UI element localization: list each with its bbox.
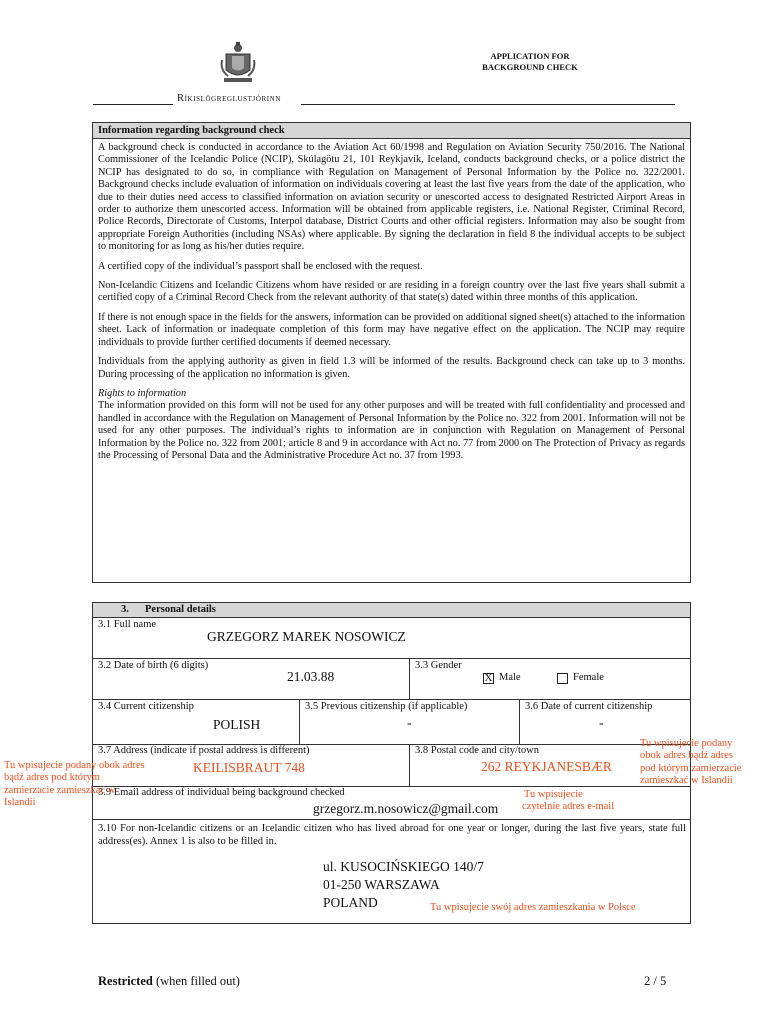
row-divider — [93, 658, 690, 659]
postal-label: 3.8 Postal code and city/town — [415, 745, 539, 756]
dob-label: 3.2 Date of birth (6 digits) — [98, 660, 209, 671]
footer-restricted — [98, 974, 240, 989]
annotation-line: Islandii — [4, 796, 36, 808]
annotation-line: obok adres bądź adres — [640, 750, 734, 762]
agency-name: Ríkislögreglustjórinn — [177, 93, 281, 104]
annotation-line: bądź adres pod którym — [4, 772, 100, 784]
section-title: Personal details — [145, 604, 216, 615]
full-name-label: 3.1 Full name — [98, 619, 157, 630]
police-crest-icon — [218, 40, 258, 84]
abroad-address-line1[interactable]: ul. KUSOCIŃSKIEGO 140/7 — [323, 859, 484, 874]
abroad-address-line3[interactable]: POLAND — [323, 895, 378, 910]
postal-field[interactable]: 262 REYKJANESBÆR — [481, 759, 612, 774]
col-divider — [299, 699, 300, 744]
prev-citizenship-field[interactable]: - — [407, 715, 412, 730]
annotation-line: zamieszkać w Islandii — [640, 774, 733, 786]
info-section — [92, 122, 691, 583]
info-heading: Information regarding background check — [93, 123, 690, 139]
form-title-line2: BACKGROUND CHECK — [482, 62, 578, 72]
gender-female-checkbox[interactable] — [557, 673, 568, 684]
gender-male-checkbox[interactable]: X — [484, 672, 493, 684]
info-paragraph: A certified copy of the individual’s passport shall be enclosed with the request. — [98, 260, 423, 272]
section-number: 3. — [121, 604, 129, 615]
annotation-line: zamierzacie zamieszkać w — [4, 784, 116, 796]
info-paragraph: Individuals from the applying authority as given in field 1.3 will be informed of the results. Background check can take up to 3 months. During processing of the application no information is given. — [98, 356, 685, 380]
citizenship-field[interactable]: POLISH — [213, 717, 261, 732]
date-citizenship-field[interactable]: - — [599, 715, 604, 730]
address-field[interactable]: KEILISBRAUT 748 — [193, 760, 305, 775]
header-rule-left — [93, 104, 173, 105]
col-divider — [519, 699, 520, 744]
form-title-line1: APPLICATION FOR — [490, 51, 570, 61]
annotation-line: Tu wpisujecie podany obok adres — [4, 760, 145, 771]
annotation-line: Tu wpisujecie podany — [640, 738, 733, 749]
rights-heading: Rights to information — [98, 387, 187, 399]
annotation-email — [522, 789, 614, 814]
restricted-label: Restricted — [98, 974, 153, 988]
agency-header — [93, 92, 675, 106]
info-body — [93, 139, 690, 462]
annotation-line: Tu wpisujecie — [524, 789, 583, 800]
restricted-suffix: (when filled out) — [152, 974, 240, 988]
prev-citizenship-label: 3.5 Previous citizenship (if applicable) — [305, 701, 468, 712]
header-rule-right — [301, 104, 675, 105]
full-name-field[interactable]: GRZEGORZ MAREK NOSOWICZ — [207, 629, 406, 644]
info-paragraph: Non-Icelandic Citizens and Icelandic Citizens whom have resided or are residing in a foreign country over the last five years shall submit a certified copy of a Criminal Record Check from the relevant authority of that state(s) dated within three months of this application. — [98, 280, 685, 304]
dob-field[interactable]: 21.03.88 — [287, 669, 335, 684]
form-title — [440, 51, 620, 73]
annotation-poland: Tu wpisujecie swój adres zamieszkania w Polsce — [430, 902, 636, 913]
page-number: 2 / 5 — [644, 974, 667, 988]
personal-details-heading — [93, 603, 690, 618]
abroad-label: 3.10 For non-Icelandic citizens or an Icelandic citizen who has lived abroad for one year or longer, during the last five years, state full address(es). Annex 1 is also to be filled in. — [98, 823, 686, 847]
col-divider — [409, 744, 410, 786]
info-paragraph: A background check is conducted in accordance to the Aviation Act 60/1998 and Regulation on Aviation Security 750/2016. The National Commissioner of the Icelandic Police (NCIP), Skúlagötu 21, 101 Reykjavík, Iceland, conducts background checks, or a police district the NCIP has designated to do so, in compliance with Regulation on Management of Personal Information by the Police no. 322/2001. Background checks include evaluation of information on individuals covering at least the last five years from the date of the application, who due to their duties need access to classified information on aviation security or unescorted access to designated Restricted Airport Areas in order to authorize them unescorted access. Information will be obtained from applicable registers, i.e. National Register, Criminal Record, Police Records, Directorate of Customs, Interpol database, District Courts and other official registers. Information may also be sought from appropriate Foreign Authorities (including NSAs) where applicable. By signing the declaration in field 8 the individual accepts to be subject to monitoring for as long as his/her duties require. — [98, 142, 685, 253]
email-label: 3.9 Email address of individual being background checked — [98, 787, 345, 798]
annotation-line: czytelnie adres e-mail — [522, 801, 615, 813]
annotation-address-left — [4, 760, 184, 809]
row-divider — [93, 699, 690, 700]
info-paragraph: If there is not enough space in the fields for the answers, information can be provided on additional signed sheet(s) attached to the information sheet. Lack of information or inadequate completion of this form may have negative effect on the application. The NCIP may require individuals to provide further certified documents if deemed necessary. — [98, 311, 685, 348]
row-divider — [93, 819, 690, 820]
annotation-postal-right — [640, 738, 768, 787]
gender-label: 3.3 Gender — [415, 660, 462, 671]
col-divider — [409, 658, 410, 699]
address-label: 3.7 Address (indicate if postal address is different) — [98, 745, 310, 756]
gender-female-label: Female — [573, 672, 604, 683]
annotation-line: pod którym zamierzacie — [640, 762, 742, 774]
email-field[interactable]: grzegorz.m.nosowicz@gmail.com — [313, 801, 499, 816]
date-citizenship-label: 3.6 Date of current citizenship — [525, 701, 653, 712]
gender-male-label: Male — [499, 672, 521, 683]
abroad-address-line2[interactable]: 01-250 WARSZAWA — [323, 877, 440, 892]
rights-paragraph: The information provided on this form will not be used for any other purposes and will be treated with full confidentiality and processed and handled in accordance with the Regulation on Management of Personal Information by the Police no. 322 from 2001. Information will not be used for any other purposes. The individual’s rights to information are in conjunction with Regulation on Management of Personal Information by the Police no. 322 from 2001; article 8 and 9 in accordance with Act no. 77 from 2000 on The Protection of Privacy as regards the Processing of Personal Data and the Administrative Procedure Act no. 37 from 1993. — [98, 400, 685, 461]
citizenship-label: 3.4 Current citizenship — [98, 701, 194, 712]
